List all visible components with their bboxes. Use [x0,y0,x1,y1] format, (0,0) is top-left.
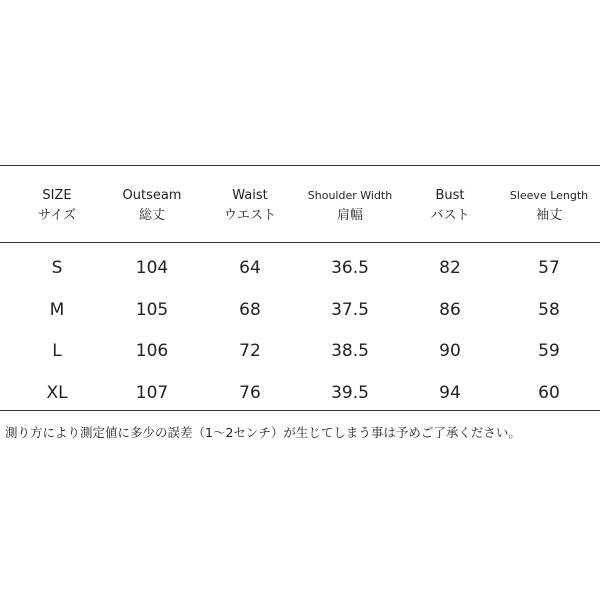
top-rule [0,165,600,166]
header-sleeve-length-en: Sleeve Length [509,189,589,202]
header-size-en: SIZE [42,188,72,203]
bottom-rule [0,410,600,411]
cell-outseam: 105 [135,299,169,320]
header-outseam-en: Outseam [122,188,182,203]
table-row [0,255,600,297]
header-sleeve-length [489,187,600,227]
cell-shoulder-width: 36.5 [331,258,369,278]
cell-bust: 86 [439,299,461,320]
header-divider [0,242,600,243]
header-size-jp: サイズ [38,208,76,223]
cell-waist: 72 [239,341,261,361]
cell-outseam: 106 [135,341,169,361]
cell-waist: 68 [239,299,261,320]
cell-shoulder-width: 38.5 [331,341,369,361]
table-body [0,255,600,421]
cell-bust: 82 [439,258,461,278]
cell-sleeve-length: 59 [538,341,560,361]
header-shoulder-width-en: Shoulder Width [307,189,393,202]
header-waist-en: Waist [232,188,268,203]
table-row [0,297,600,339]
cell-outseam: 104 [135,258,169,278]
cell-outseam: 107 [135,382,169,403]
cell-waist: 64 [239,258,261,278]
header-waist-jp: ウエスト [223,208,276,223]
cell-size: XL [46,382,68,403]
cell-sleeve-length: 58 [538,299,560,320]
header-outseam-jp: 総丈 [138,208,165,223]
table-row [0,338,600,380]
cell-size: L [52,341,62,361]
measurement-disclaimer: 測り方により測定値に多少の誤差（1〜2センチ）が生じてしまう事は予めご了承ください。 [5,425,521,440]
cell-size: S [51,258,63,278]
cell-waist: 76 [239,382,261,403]
cell-sleeve-length: 57 [538,258,560,278]
header-bust-en: Bust [435,188,465,203]
table-row [0,380,600,422]
cell-bust: 90 [439,341,461,361]
cell-bust: 94 [439,382,461,403]
cell-shoulder-width: 39.5 [331,382,369,403]
header-row [0,187,600,229]
cell-size: M [49,299,65,320]
header-shoulder-width-jp: 肩幅 [336,208,363,223]
header-sleeve-length-jp: 袖丈 [535,208,562,223]
cell-sleeve-length: 60 [538,382,560,403]
header-bust-jp: バスト [430,208,470,223]
cell-shoulder-width: 37.5 [331,299,369,320]
